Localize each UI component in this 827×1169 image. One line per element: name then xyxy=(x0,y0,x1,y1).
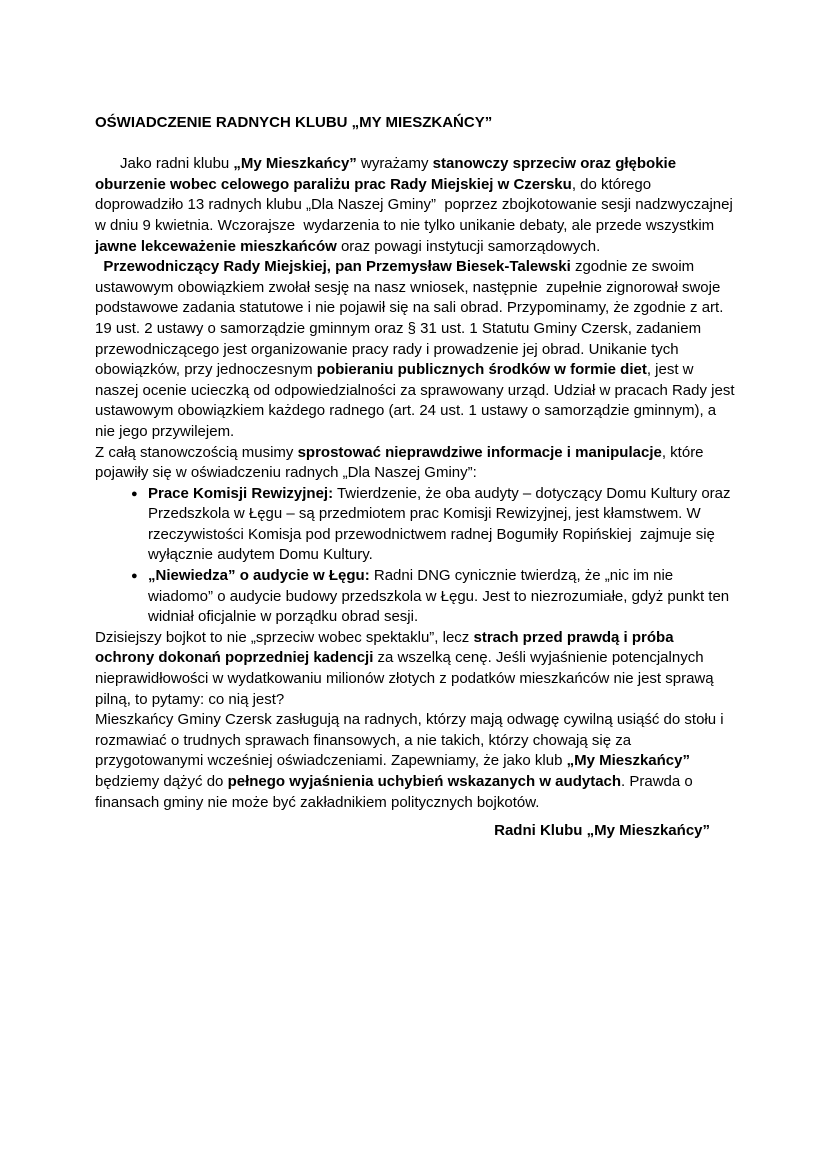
text-run-bold: Prace Komisji Rewizyjnej: xyxy=(148,484,334,502)
text-run: oraz powagi instytucji samorządowych. xyxy=(336,237,601,255)
text-run: Radni DNG cynicznie twierdzą, że „nic im nie wiadomo” o audycie budowy przedszkola w Łęgu. Jest to niezrozumiałe, gdyż punkt ten widniał oficjalnie w porządku obrad sesji. xyxy=(148,567,734,626)
paragraph xyxy=(95,154,735,257)
document-content xyxy=(95,113,739,842)
text-run: Dzisiejszy bojkot to nie „sprzeciw wobec spektaklu”, lecz xyxy=(95,628,474,646)
text-run: . Prawda o finansach gminy nie może być zakładnikiem politycznych bojkotów. xyxy=(95,773,697,811)
signature-line xyxy=(95,821,735,842)
bullet-item xyxy=(95,566,735,628)
text-run-bold: sprostować nieprawdziwe informacje i manipulacje xyxy=(297,443,662,461)
paragraph xyxy=(95,443,735,484)
text-run: , które pojawiły się w oświadczeniu radnych „Dla Naszej Gminy”: xyxy=(95,443,708,482)
paragraph xyxy=(95,710,735,813)
paragraph xyxy=(95,257,739,442)
text-run-bold: Radni Klubu „My Mieszkańcy” xyxy=(494,822,710,840)
text-run-bold: „Niewiedza” o audycie w Łęgu: xyxy=(148,567,370,585)
text-run: Mieszkańcy Gminy Czersk zasługują na radnych, którzy mają odwagę cywilną usiąść do stołu i rozmawiać o trudnych sprawach finansowych, a nie takich, którzy chowają się za przygotowanymi wcześniej oświadczeniami. Zapewniamy, że jako klub xyxy=(95,711,728,770)
text-run-bold: „My Mieszkańcy” xyxy=(233,155,357,173)
text-run-bold: strach przed prawdą i próba ochrony dokonań poprzedniej kadencji xyxy=(95,628,678,667)
text-run: zgodnie ze swoim ustawowym obowiązkiem zwołał sesję na nasz wniosek, następnie zupełnie zignorował swoje podstawowe zadania statutowe i nie pojawił się na sali obrad. Przypominamy, że zgodnie z art. 19 ust. 2 ustawy o samorządzie gminnym oraz § 31 ust. 1 Statutu Gminy Czersk, zadaniem przewodniczącego jest organizowanie pracy rady i prowadzenie jej obrad. Unikanie tych obowiązków, przy jednoczesnym xyxy=(95,258,728,379)
text-run: Z całą stanowczością musimy xyxy=(95,443,298,461)
text-run-bold: pobieraniu publicznych środków w formie diet xyxy=(316,361,647,379)
text-run-bold: stanowczy sprzeciw oraz głębokie oburzenie wobec celowego paraliżu prac Rady Miejskiej w Czersku xyxy=(95,155,681,193)
text-run-bold: pełnego wyjaśnienia uchybień wskazanych w audytach xyxy=(227,773,622,790)
text-run-bold: Przewodniczący Rady Miejskiej, pan Przemysław Biesek-Talewski xyxy=(103,258,571,276)
text-run: za wszelką cenę. Jeśli wyjaśnienie potencjalnych nieprawidłowości w wydatkowaniu milionów złotych z podatków mieszkańców nie jest sprawą pilną, to pytamy: co nią jest? xyxy=(95,649,718,708)
bullet-icon: ● xyxy=(131,487,138,500)
text-run: Twierdzenie, że oba audyty – dotyczący Domu Kultury oraz Przedszkola w Łęgu – są przedmiotem prac Komisji Rewizyjnej, jest kłamstwem. W rzeczywistości Komisja pod przewodnictwem radnej Bogumiły Ropińskiej zajmuje się wyłącznie audytem Domu Kultury. xyxy=(148,484,735,564)
bullet-item xyxy=(95,484,735,566)
text-run: będziemy dążyć do xyxy=(95,752,695,790)
text-run: , jest w naszej ocenie ucieczką od odpowiedzialności za sprawowany urząd. Udział w pracach Rady jest ustawowym obowiązkiem każdego radnego (art. 24 ust. 1 ustawy o samorządzie gminnym), a nie jego przywilejem. xyxy=(95,361,739,440)
document-title: OŚWIADCZENIE RADNYCH KLUBU „MY MIESZKAŃCY” xyxy=(95,114,493,131)
paragraph xyxy=(95,628,735,710)
text-run: wyrażamy xyxy=(356,155,433,173)
text-run: Jako radni klubu xyxy=(95,155,234,173)
text-run: , do którego doprowadziło 13 radnych klubu „Dla Naszej Gminy” poprzez zbojkotowanie sesji nadzwyczajnej w dniu 9 kwietnia. Wczorajsze wydarzenia to nie tylko unikanie debaty, ale przede wszystkim xyxy=(95,175,737,234)
text-run-bold: „My Mieszkańcy” xyxy=(566,752,690,770)
text-run-bold: jawne lekceważenie mieszkańców xyxy=(95,237,337,255)
bullet-icon: ● xyxy=(131,570,138,583)
document-body xyxy=(95,154,739,842)
